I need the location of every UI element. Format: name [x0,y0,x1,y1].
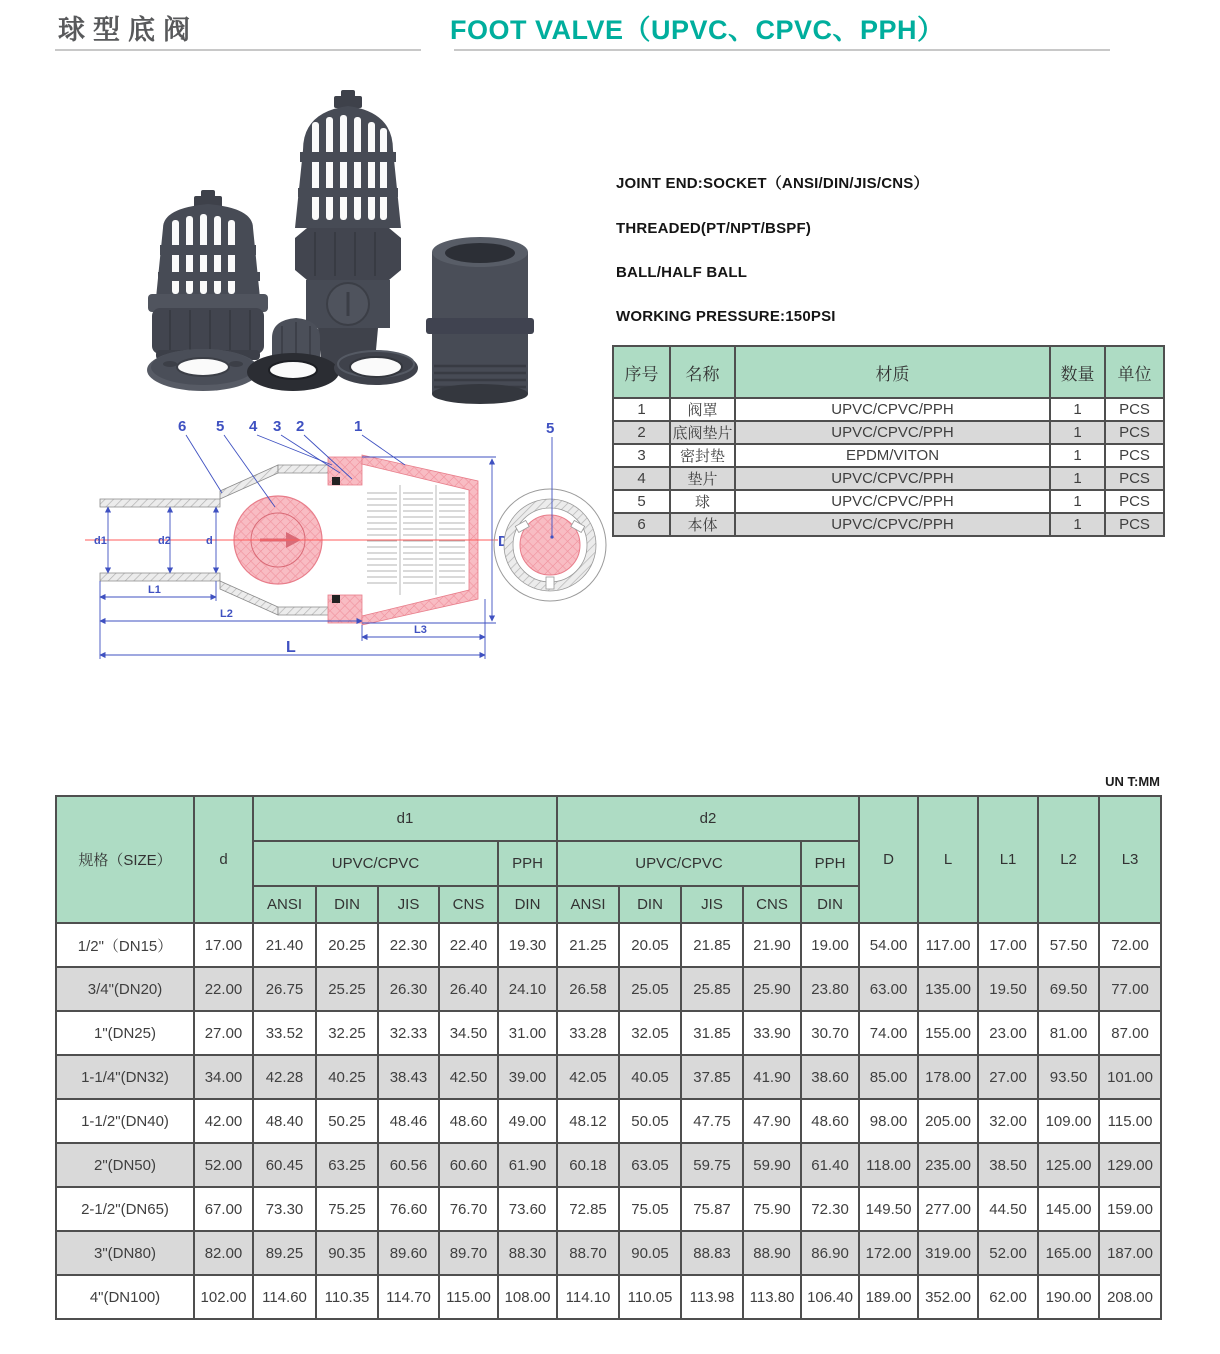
col-L: L [918,796,978,923]
table-cell: 33.52 [253,1011,316,1055]
table-cell: 178.00 [918,1055,978,1099]
table-cell: 72.00 [1099,923,1161,967]
table-cell: 39.00 [498,1055,557,1099]
table-cell: 1 [1050,467,1105,490]
table-cell: UPVC/CPVC/PPH [735,467,1050,490]
table-cell: PCS [1105,444,1164,467]
table-cell: 26.58 [557,967,619,1011]
table-cell: 1-1/2"(DN40) [56,1099,194,1143]
spec-working-pressure: WORKING PRESSURE:150PSI [616,308,836,325]
table-cell: 42.28 [253,1055,316,1099]
table-cell: 底阀垫片 [670,421,735,444]
parts-header-row [613,346,1164,398]
parts-col-unit: 单位 [1105,346,1164,398]
table-cell: 159.00 [1099,1187,1161,1231]
table-cell: 235.00 [918,1143,978,1187]
table-cell: 73.60 [498,1187,557,1231]
table-cell: 277.00 [918,1187,978,1231]
table-cell: 108.00 [498,1275,557,1319]
table-cell: 76.60 [378,1187,439,1231]
table-cell: 42.05 [557,1055,619,1099]
foot-valve-small [148,190,268,360]
unit-note: UN T:MM [1105,774,1160,789]
table-cell: 22.00 [194,967,253,1011]
page-title-english: FOOT VALVE（UPVC、CPVC、PPH） [450,15,945,45]
dim-d1: d1 [94,535,107,547]
table-cell: 60.45 [253,1143,316,1187]
table-cell: 90.05 [619,1231,681,1275]
table-cell: 190.00 [1038,1275,1099,1319]
table-cell: 88.70 [557,1231,619,1275]
table-cell: 319.00 [918,1231,978,1275]
parts-col-material: 材质 [735,346,1050,398]
dim-d: d [206,535,213,547]
table-cell: 54.00 [859,923,918,967]
table-cell: 25.05 [619,967,681,1011]
technical-drawing [70,415,630,665]
table-cell: 38.60 [801,1055,859,1099]
table-cell: 26.40 [439,967,498,1011]
table-cell: 135.00 [918,967,978,1011]
table-cell: 1"(DN25) [56,1011,194,1055]
table-cell: 89.70 [439,1231,498,1275]
table-row [56,1275,1161,1319]
table-cell: 21.85 [681,923,743,967]
table-cell: 19.50 [978,967,1038,1011]
table-cell: 47.75 [681,1099,743,1143]
dim-L1: L1 [148,584,161,596]
table-cell: 48.60 [801,1099,859,1143]
table-cell: 86.90 [801,1231,859,1275]
parts-table [612,345,1165,537]
table-cell: 352.00 [918,1275,978,1319]
table-cell: 40.05 [619,1055,681,1099]
table-row [613,467,1164,490]
table-cell: 23.80 [801,967,859,1011]
spec-ball: BALL/HALF BALL [616,264,748,281]
table-cell: 113.98 [681,1275,743,1319]
table-cell: 42.50 [439,1055,498,1099]
col-d: d [194,796,253,923]
table-cell: 87.00 [1099,1011,1161,1055]
table-cell: 208.00 [1099,1275,1161,1319]
table-cell: 72.85 [557,1187,619,1231]
col-d1-upvc-cpvc: UPVC/CPVC [253,841,498,886]
table-cell: 21.25 [557,923,619,967]
table-cell: 90.35 [316,1231,378,1275]
part-label-5: 5 [216,418,225,435]
table-cell: 27.00 [978,1055,1038,1099]
table-cell: 52.00 [194,1143,253,1187]
table-cell: 149.50 [859,1187,918,1231]
dim-L3: L3 [414,624,427,636]
table-cell: 40.25 [316,1055,378,1099]
table-cell: 4 [613,467,670,490]
table-cell: 33.90 [743,1011,801,1055]
table-cell: 30.70 [801,1011,859,1055]
col-d2-pph-din: DIN [801,886,859,923]
table-cell: 59.90 [743,1143,801,1187]
end-view-part-label: 5 [546,420,555,437]
table-cell: 129.00 [1099,1143,1161,1187]
table-cell: 1-1/4"(DN32) [56,1055,194,1099]
table-cell: 4"(DN100) [56,1275,194,1319]
table-row [56,1055,1161,1099]
table-cell: 3/4"(DN20) [56,967,194,1011]
table-cell: 75.05 [619,1187,681,1231]
part-label-1: 1 [354,418,363,435]
table-cell: 60.56 [378,1143,439,1187]
table-row [613,421,1164,444]
size-table [55,795,1162,1320]
spec-threaded: THREADED(PT/NPT/BSPF) [616,220,812,237]
parts-col-qty: 数量 [1050,346,1105,398]
table-cell: PCS [1105,421,1164,444]
socket-adapter [426,237,534,404]
table-cell: 62.00 [978,1275,1038,1319]
table-cell: PCS [1105,490,1164,513]
table-cell: UPVC/CPVC/PPH [735,513,1050,536]
col-d2-pph: PPH [801,841,859,886]
col-d2-upvc-cpvc: UPVC/CPVC [557,841,801,886]
table-cell: PCS [1105,398,1164,421]
seal-top [332,477,340,485]
table-cell: 1 [1050,398,1105,421]
table-cell: 49.00 [498,1099,557,1143]
table-cell: 63.05 [619,1143,681,1187]
table-cell: 115.00 [1099,1099,1161,1143]
table-cell: 3 [613,444,670,467]
table-cell: 75.25 [316,1187,378,1231]
table-cell: 27.00 [194,1011,253,1055]
col-D: D [859,796,918,923]
table-row [56,1187,1161,1231]
table-cell: 25.85 [681,967,743,1011]
table-cell: 1 [1050,421,1105,444]
table-cell: 67.00 [194,1187,253,1231]
table-cell: 48.40 [253,1099,316,1143]
table-cell: 6 [613,513,670,536]
table-cell: 37.85 [681,1055,743,1099]
table-cell: 101.00 [1099,1055,1161,1099]
table-row [56,1231,1161,1275]
part-label-3: 3 [273,418,282,435]
valve-end-view [494,420,606,601]
table-cell: 17.00 [978,923,1038,967]
table-cell: 117.00 [918,923,978,967]
table-cell: 60.18 [557,1143,619,1187]
table-row [56,1099,1161,1143]
header-divider-left [55,49,421,51]
table-cell: 31.85 [681,1011,743,1055]
table-cell: 187.00 [1099,1231,1161,1275]
table-cell: 75.87 [681,1187,743,1231]
table-cell: 22.30 [378,923,439,967]
table-cell: 88.30 [498,1231,557,1275]
table-cell: 1 [1050,513,1105,536]
col-d2-jis: JIS [681,886,743,923]
table-cell: 2-1/2"(DN65) [56,1187,194,1231]
table-cell: 32.25 [316,1011,378,1055]
table-cell: PCS [1105,467,1164,490]
spec-list [616,172,929,352]
table-cell: 165.00 [1038,1231,1099,1275]
header-divider-right [454,49,1110,51]
table-cell: 26.30 [378,967,439,1011]
col-d1-din: DIN [316,886,378,923]
table-cell: 48.12 [557,1099,619,1143]
table-cell: UPVC/CPVC/PPH [735,490,1050,513]
table-cell: 114.10 [557,1275,619,1319]
table-cell: 3"(DN80) [56,1231,194,1275]
spec-joint-end: JOINT END:SOCKET（ANSI/DIN/JIS/CNS） [616,175,929,192]
table-cell: 50.05 [619,1099,681,1143]
table-cell: 60.60 [439,1143,498,1187]
table-row [56,967,1161,1011]
table-cell: 32.00 [978,1099,1038,1143]
table-cell: 1 [1050,444,1105,467]
table-cell: 81.00 [1038,1011,1099,1055]
part-label-2: 2 [296,418,305,435]
dim-D: D [498,533,509,550]
table-cell: 19.00 [801,923,859,967]
table-cell: 38.43 [378,1055,439,1099]
gaskets [147,349,418,391]
table-cell: 24.10 [498,967,557,1011]
table-cell: 42.00 [194,1099,253,1143]
table-cell: 52.00 [978,1231,1038,1275]
table-cell: 172.00 [859,1231,918,1275]
table-cell: 44.50 [978,1187,1038,1231]
dim-L2: L2 [220,608,233,620]
parts-col-no: 序号 [613,346,670,398]
table-cell: 22.40 [439,923,498,967]
seal-bottom [332,595,340,603]
table-cell: 89.25 [253,1231,316,1275]
table-row [613,444,1164,467]
table-cell: 21.90 [743,923,801,967]
table-cell: 88.83 [681,1231,743,1275]
table-cell: 82.00 [194,1231,253,1275]
col-L2: L2 [1038,796,1099,923]
col-d1-pph: PPH [498,841,557,886]
table-cell: 110.05 [619,1275,681,1319]
table-cell: 205.00 [918,1099,978,1143]
table-cell: 114.70 [378,1275,439,1319]
table-cell: 1/2"（DN15） [56,923,194,967]
size-header-row-1 [56,796,1161,841]
table-cell: 72.30 [801,1187,859,1231]
col-d2-cns: CNS [743,886,801,923]
col-group-d2: d2 [557,796,859,841]
table-cell: 25.90 [743,967,801,1011]
table-cell: 63.00 [859,967,918,1011]
col-group-d1: d1 [253,796,557,841]
table-cell: 102.00 [194,1275,253,1319]
table-cell: 阀罩 [670,398,735,421]
dim-d2: d2 [158,535,171,547]
col-size: 规格（SIZE） [56,796,194,923]
table-cell: 76.70 [439,1187,498,1231]
page-title-chinese: 球型底阀 [58,15,198,45]
part-label-4: 4 [249,418,258,435]
table-cell: 110.35 [316,1275,378,1319]
table-row [56,1011,1161,1055]
table-cell: 125.00 [1038,1143,1099,1187]
table-cell: 63.25 [316,1143,378,1187]
table-cell: 61.90 [498,1143,557,1187]
table-cell: 34.50 [439,1011,498,1055]
table-cell: 密封垫 [670,444,735,467]
table-cell: 19.30 [498,923,557,967]
table-row [56,923,1161,967]
table-cell: 59.75 [681,1143,743,1187]
table-cell: 33.28 [557,1011,619,1055]
col-d1-cns: CNS [439,886,498,923]
table-row [613,490,1164,513]
table-cell: 23.00 [978,1011,1038,1055]
table-cell: 75.90 [743,1187,801,1231]
table-cell: 88.90 [743,1231,801,1275]
table-cell: 17.00 [194,923,253,967]
table-cell: 2"(DN50) [56,1143,194,1187]
col-L3: L3 [1099,796,1161,923]
table-cell: 20.05 [619,923,681,967]
table-cell: 61.40 [801,1143,859,1187]
table-cell: 32.05 [619,1011,681,1055]
table-cell: 1 [1050,490,1105,513]
col-d1-pph-din: DIN [498,886,557,923]
table-cell: 57.50 [1038,923,1099,967]
table-row [613,398,1164,421]
table-cell: 73.30 [253,1187,316,1231]
table-cell: 113.80 [743,1275,801,1319]
table-cell: 47.90 [743,1099,801,1143]
table-cell: UPVC/CPVC/PPH [735,398,1050,421]
table-cell: 48.60 [439,1099,498,1143]
table-cell: 109.00 [1038,1099,1099,1143]
col-d1-jis: JIS [378,886,439,923]
table-cell: 48.46 [378,1099,439,1143]
table-cell: 2 [613,421,670,444]
table-cell: 93.50 [1038,1055,1099,1099]
col-d1-ansi: ANSI [253,886,316,923]
table-cell: 34.00 [194,1055,253,1099]
table-cell: PCS [1105,513,1164,536]
table-cell: 118.00 [859,1143,918,1187]
table-cell: EPDM/VITON [735,444,1050,467]
table-cell: 26.75 [253,967,316,1011]
table-cell: 1 [613,398,670,421]
part-label-6: 6 [178,418,187,435]
table-cell: 本体 [670,513,735,536]
table-cell: 89.60 [378,1231,439,1275]
table-cell: 50.25 [316,1099,378,1143]
product-photo [60,80,560,420]
table-row [613,513,1164,536]
parts-col-name: 名称 [670,346,735,398]
table-cell: 85.00 [859,1055,918,1099]
table-cell: 41.90 [743,1055,801,1099]
table-cell: 31.00 [498,1011,557,1055]
table-cell: 189.00 [859,1275,918,1319]
table-cell: 98.00 [859,1099,918,1143]
valve-cross-section [85,455,498,625]
table-cell: 32.33 [378,1011,439,1055]
table-cell: UPVC/CPVC/PPH [735,421,1050,444]
table-cell: 74.00 [859,1011,918,1055]
table-cell: 145.00 [1038,1187,1099,1231]
table-cell: 20.25 [316,923,378,967]
table-cell: 77.00 [1099,967,1161,1011]
part-number-labels [178,418,362,435]
table-cell: 115.00 [439,1275,498,1319]
table-cell: 38.50 [978,1143,1038,1187]
table-cell: 155.00 [918,1011,978,1055]
table-cell: 21.40 [253,923,316,967]
table-row [56,1143,1161,1187]
dim-L: L [286,639,296,656]
table-cell: 69.50 [1038,967,1099,1011]
col-L1: L1 [978,796,1038,923]
table-cell: 114.60 [253,1275,316,1319]
table-cell: 106.40 [801,1275,859,1319]
table-cell: 5 [613,490,670,513]
table-cell: 球 [670,490,735,513]
col-d2-din: DIN [619,886,681,923]
table-cell: 25.25 [316,967,378,1011]
table-cell: 垫片 [670,467,735,490]
col-d2-ansi: ANSI [557,886,619,923]
